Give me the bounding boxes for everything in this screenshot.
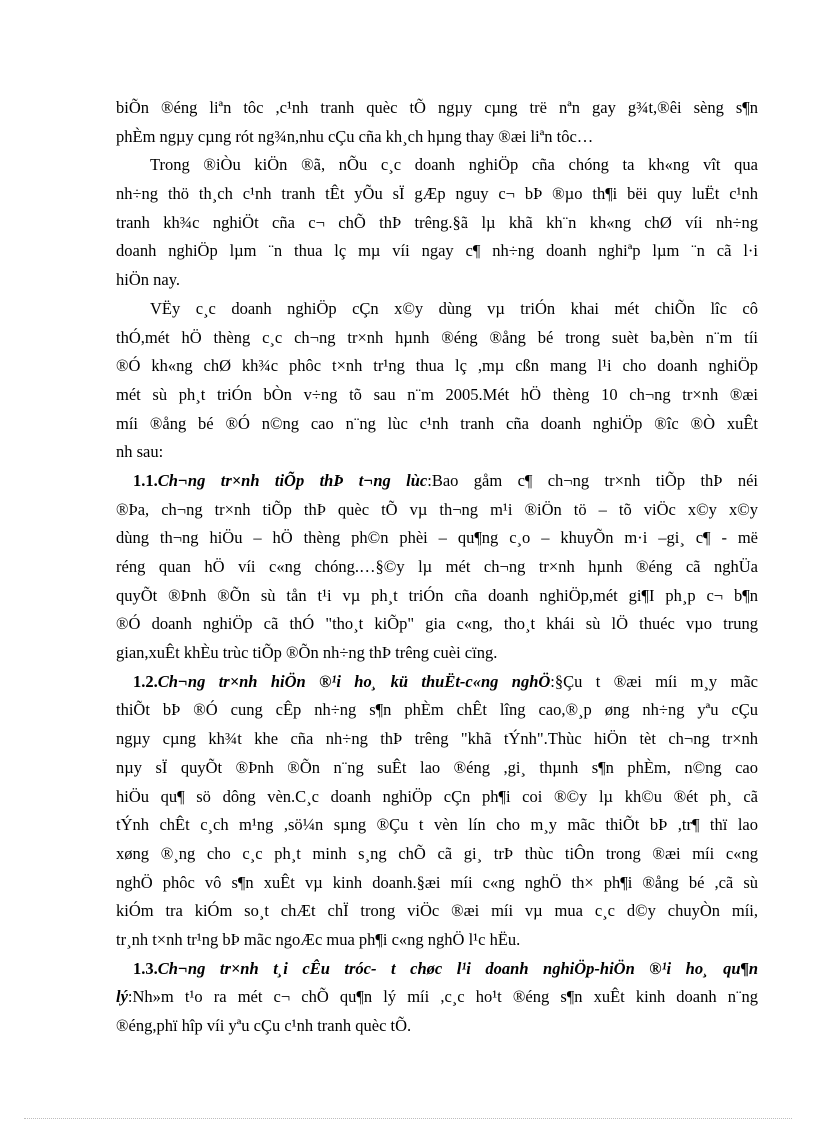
paragraph-line: VËy c¸c doanh nghiÖp cÇn x©y dùng vµ triÓn khai mét chiÕn lîc cô [150,298,758,318]
section-1-3-first-line [116,955,758,984]
section-1-3-heading-cont: lý [116,987,128,1007]
section-1-1-line: dùng th¬ng hiÖu – hÖ thèng ph©n phèi – qu¶ng c¸o – khuyÕn m·i –gi¸ c¶ - më [116,528,758,548]
section-1-2-line: thiÕt bÞ ®Ó cung cÊp nh÷ng s¶n phÈm chÊt lîng cao,®¸p øng nh÷ng yªu cÇu [116,700,758,720]
section-1-1-line: ®Þa, ch¬ng tr×nh tiÕp thÞ quèc tÕ vµ th¬ng m¹i ®iÖn tö – tõ viÖc x©y x©y [116,499,758,519]
section-1-2-line: nµy sÏ quyÕt ®Þnh ®Õn n¨ng suÊt lao ®éng ,gi¸ thµnh s¶n phÈm, n©ng cao [116,757,758,777]
section-1-1-first-line [116,467,758,496]
section-1-2-line: xøng ®¸ng cho c¸c ph¸t minh s¸ng chÕ cã gi¸ trÞ thùc tiÔn trong ®æi míi c«ng [116,843,758,863]
section-1-3-number: 1.3. [133,958,158,978]
paragraph-line: phÈm ngµy cµng rót ng¾n,nhu cÇu cña kh¸ch hµng thay ®æi liªn tôc… [116,126,594,146]
section-1-1-line: ®Ó doanh nghiÖp cã thÓ "tho¸t kiÕp" gia c«ng, tho¸t khái sù lÖ thuéc vµo trung [116,614,758,634]
paragraph-line: mét sù ph¸t triÓn bÒn v÷ng tõ sau n¨m 2005.Mét hÖ thèng 10 ch¬ng tr×nh ®æi [116,384,758,404]
section-1-2-lead: :§Çu t ®æi míi m¸y mãc [550,671,758,691]
section-1-1-line: quyÕt ®Þnh ®Õn sù tån t¹i vµ ph¸t triÓn cña doanh nghiÖp,mét gi¶I ph¸p c¬ b¶n [116,585,758,605]
section-1-2-number: 1.2. [133,671,158,691]
paragraph-line: doanh nghiÖp lµm ¨n thua lç mµ víi ngay c¶ nh÷ng doanh nghiªp lµm ¨n cã l·i [116,241,758,261]
section-1-2-line: hiÖu qu¶ sö dông vèn.C¸c doanh nghiÖp cÇn ph¶i coi ®©y lµ kh©u ®ét ph¸ cã [116,786,758,806]
section-1-3-line: ®éng,phï hîp víi yªu cÇu c¹nh tranh quèc tÕ. [116,1016,412,1035]
section-1-2-line: kiÓm tra kiÓm so¸t chÆt chÏ trong viÖc ®æi míi vµ mua c¸c d©y chuyÒn míi, [116,901,758,921]
section-1-1-lead: :Bao gåm c¶ ch¬ng tr×nh tiÕp thÞ néi [427,470,758,490]
paragraph-line: Trong ®iÒu kiÖn ®ã, nÕu c¸c doanh nghiÖp cña chóng ta kh«ng vît qua [150,155,758,175]
paragraph-line: biÕn ®éng liªn tôc ,c¹nh tranh quèc tÕ ngµy cµng trë nªn gay g¾t,®êi sèng s¶n [116,98,758,117]
paragraph-line: míi ®ång bé ®Ó n©ng cao n¨ng lùc c¹nh tranh cña doanh nghiÖp ®îc ®Ò xuÊt [116,413,758,433]
paragraph-line: nh sau: [116,442,164,462]
section-1-2-line: nghÖ phôc vô s¶n xuÊt vµ kinh doanh.§æi míi c«ng nghÖ th× ph¶i ®ång bé ,cã sù [116,872,758,892]
section-1-1-number: 1.1. [133,470,158,490]
section-1-3-heading: Ch¬ng tr×nh t¸i cÊu tróc- t chøc l¹i doanh nghiÖp-hiÖn ®¹i ho¸ qu¶n [157,958,758,978]
section-1-1-heading: Ch¬ng tr×nh tiÕp thÞ t¬ng lùc [157,470,428,490]
page-bottom-rule [24,1118,792,1119]
paragraph-line: thÓ,mét hÖ thèng c¸c ch¬ng tr×nh hµnh ®éng ®ång bé trong suèt ba,bèn n¨m tíi [116,327,758,347]
paragraph-line: ®Ó kh«ng chØ kh¾c phôc t×nh tr¹ng thua lç ,mµ cßn mang l¹i cho doanh nghiÖp [116,356,758,376]
section-1-2-heading: Ch¬ng tr×nh hiÖn ®¹i ho¸ kü thuËt-c«ng nghÖ [157,671,551,691]
section-1-2-first-line [116,668,758,697]
section-1-2-line: tÝnh chÊt c¸ch m¹ng ,sö¼n sµng ®Çu t vèn lín cho m¸y mãc thiÕt bÞ ,tr¶ thï lao [116,815,758,835]
section-1-3-second-line [116,983,758,1012]
section-1-3-lead: :Nh»m t¹o ra mét c¬ chÕ qu¶n lý míi ,c¸c ho¹t ®éng s¶n xuÊt kinh doanh n¨ng [127,987,758,1007]
paragraph-line: hiÖn nay. [116,270,181,290]
section-1-1-line: gian,xuÊt khÈu trùc tiÕp ®Õn nh÷ng thÞ trêng cuèi cïng. [116,643,498,663]
intro-paragraphs [116,94,758,467]
section-1-2-line: tr¸nh t×nh tr¹ng bÞ mãc ngoÆc mua ph¶i c«ng nghÖ l¹c hËu. [116,929,521,949]
section-1-1-line: réng quan hÖ víi c«ng chóng.…§©y lµ mét ch¬ng tr×nh hµnh ®éng cã nghÜa [116,557,758,576]
document-body [116,94,758,1041]
section-1-2-line: ngµy cµng kh¾t khe cña nh÷ng thÞ trêng "khã tÝnh".Thùc hiÖn tèt ch¬ng tr×nh [116,729,758,749]
paragraph-line: nh÷ng thö th¸ch c¹nh tranh tÊt yÕu sÏ gÆp nguy c¬ bÞ ®µo th¶i bëi quy luËt c¹nh [116,184,758,204]
paragraph-line: tranh kh¾c nghiÖt cña c¬ chÕ thÞ trêng.§ã lµ khã kh¨n kh«ng chØ víi nh÷ng [116,212,758,232]
